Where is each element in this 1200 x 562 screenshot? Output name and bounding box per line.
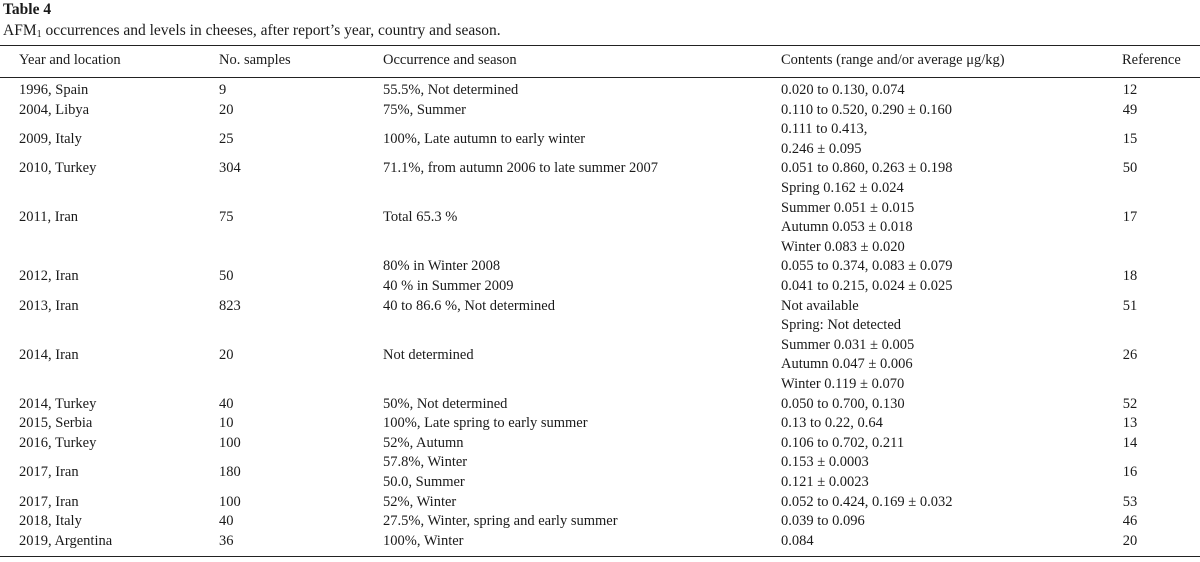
cell-contents-line: Summer 0.051 ± 0.015 bbox=[781, 199, 915, 216]
cell-contents bbox=[781, 179, 914, 257]
cell-occurrence bbox=[383, 395, 507, 415]
cell-samples: 9 bbox=[219, 82, 227, 98]
cell-occurrence-line: 27.5%, Winter, spring and early summer bbox=[383, 513, 618, 530]
cell-reference: 15 bbox=[1122, 131, 1138, 147]
cell-contents-line: Autumn 0.047 ± 0.006 bbox=[781, 356, 913, 373]
cell-contents-line: 0.111 to 0.413, bbox=[781, 121, 868, 138]
cell-year-location: 2004, Libya bbox=[19, 101, 90, 118]
cell-occurrence-line: 50%, Not determined bbox=[383, 395, 508, 412]
cell-occurrence bbox=[383, 130, 585, 150]
cell-reference: 12 bbox=[1122, 82, 1138, 98]
cell-samples: 40 bbox=[219, 395, 234, 412]
cell-contents bbox=[781, 414, 883, 434]
cell-contents bbox=[781, 493, 953, 513]
cell-year-location: 2015, Serbia bbox=[19, 415, 93, 432]
cell-year-location: 2010, Turkey bbox=[19, 160, 97, 177]
cell-contents-line: 0.084 bbox=[781, 532, 814, 549]
cell-year-location: 2009, Italy bbox=[19, 131, 82, 147]
cell-samples: 100 bbox=[219, 493, 241, 510]
header-occurrence: Occurrence and season bbox=[383, 52, 517, 68]
cell-contents bbox=[781, 159, 953, 179]
cell-occurrence bbox=[383, 208, 457, 228]
cell-occurrence-line: Total 65.3 % bbox=[383, 209, 458, 226]
cell-occurrence-line: 40 to 86.6 %, Not determined bbox=[383, 297, 555, 314]
cell-occurrence-line: 52%, Autumn bbox=[383, 434, 464, 451]
cell-contents-line: Not available bbox=[781, 297, 859, 314]
cell-reference: 16 bbox=[1122, 464, 1138, 481]
cell-contents-line: 0.020 to 0.130, 0.074 bbox=[781, 82, 905, 98]
cell-occurrence bbox=[383, 493, 456, 513]
cell-occurrence-line: 40 % in Summer 2009 bbox=[383, 277, 514, 294]
cell-contents-line: 0.110 to 0.520, 0.290 ± 0.160 bbox=[781, 101, 952, 118]
cell-contents-line: 0.052 to 0.424, 0.169 ± 0.032 bbox=[781, 493, 953, 510]
cell-samples: 823 bbox=[219, 297, 241, 314]
cell-contents bbox=[781, 297, 859, 317]
cell-reference: 53 bbox=[1122, 493, 1138, 510]
cell-samples: 36 bbox=[219, 532, 234, 549]
cell-contents-line: 0.055 to 0.374, 0.083 ± 0.079 bbox=[781, 258, 953, 275]
header-year-location: Year and location bbox=[19, 52, 121, 68]
cell-contents-line: Winter 0.119 ± 0.070 bbox=[781, 375, 905, 392]
cell-contents-line: Autumn 0.053 ± 0.018 bbox=[781, 219, 913, 236]
cell-contents bbox=[781, 453, 869, 492]
cell-reference: 50 bbox=[1122, 160, 1138, 177]
cell-reference: 13 bbox=[1122, 415, 1138, 432]
cell-occurrence bbox=[383, 297, 555, 317]
cell-reference: 20 bbox=[1122, 532, 1138, 549]
cell-reference: 49 bbox=[1122, 101, 1138, 118]
cell-contents-line: 0.051 to 0.860, 0.263 ± 0.198 bbox=[781, 160, 953, 177]
header-contents: Contents (range and/or average μg/kg) bbox=[781, 52, 1005, 68]
cell-occurrence-line: 100%, Winter bbox=[383, 532, 464, 549]
header-reference: Reference bbox=[1122, 52, 1181, 68]
caption-subscript: 1 bbox=[36, 29, 42, 40]
cell-samples: 304 bbox=[219, 160, 241, 177]
cell-contents bbox=[781, 434, 904, 454]
cell-samples: 50 bbox=[219, 268, 234, 285]
cell-occurrence bbox=[383, 434, 464, 454]
cell-reference: 14 bbox=[1122, 434, 1138, 451]
header-rule bbox=[0, 77, 1200, 78]
cell-contents bbox=[781, 120, 867, 159]
cell-samples: 10 bbox=[219, 415, 234, 432]
cell-occurrence-line: 52%, Winter bbox=[383, 493, 457, 510]
cell-year-location: 2017, Iran bbox=[19, 464, 79, 481]
cell-reference: 52 bbox=[1122, 395, 1138, 412]
cell-year-location: 1996, Spain bbox=[19, 82, 89, 98]
cell-occurrence bbox=[383, 257, 514, 296]
cell-contents-line: 0.121 ± 0.0023 bbox=[781, 473, 869, 490]
cell-contents bbox=[781, 81, 905, 101]
cell-year-location: 2014, Turkey bbox=[19, 395, 97, 412]
cell-contents bbox=[781, 532, 814, 552]
caption-prefix: AFM bbox=[3, 22, 37, 39]
cell-contents-line: Winter 0.083 ± 0.020 bbox=[781, 238, 905, 255]
cell-year-location: 2019, Argentina bbox=[19, 532, 113, 549]
cell-contents bbox=[781, 101, 952, 121]
cell-occurrence bbox=[383, 346, 474, 366]
cell-contents-line: 0.050 to 0.700, 0.130 bbox=[781, 395, 905, 412]
cell-contents-line: Summer 0.031 ± 0.005 bbox=[781, 336, 915, 353]
cell-samples: 180 bbox=[219, 464, 241, 481]
table-caption bbox=[3, 21, 501, 40]
cell-occurrence-line: 80% in Winter 2008 bbox=[383, 258, 501, 275]
cell-occurrence-line: 55.5%, Not determined bbox=[383, 82, 519, 98]
cell-samples: 20 bbox=[219, 346, 234, 363]
cell-reference: 46 bbox=[1122, 513, 1138, 530]
cell-occurrence-line: 100%, Late autumn to early winter bbox=[383, 131, 586, 147]
cell-reference: 17 bbox=[1122, 209, 1138, 226]
cell-year-location: 2012, Iran bbox=[19, 268, 79, 285]
bottom-rule bbox=[0, 556, 1200, 557]
cell-reference: 51 bbox=[1122, 297, 1138, 314]
cell-contents-line: 0.246 ± 0.095 bbox=[781, 140, 862, 157]
cell-reference: 26 bbox=[1122, 346, 1138, 363]
cell-occurrence-line: Not determined bbox=[383, 346, 474, 363]
cell-contents bbox=[781, 257, 953, 296]
cell-occurrence-line: 100%, Late spring to early summer bbox=[383, 415, 588, 432]
cell-contents-line: Spring: Not detected bbox=[781, 317, 902, 334]
cell-reference: 18 bbox=[1122, 268, 1138, 285]
cell-contents-line: 0.041 to 0.215, 0.024 ± 0.025 bbox=[781, 277, 953, 294]
cell-contents-line: 0.106 to 0.702, 0.211 bbox=[781, 434, 905, 451]
cell-year-location: 2014, Iran bbox=[19, 346, 79, 363]
cell-year-location: 2013, Iran bbox=[19, 297, 79, 314]
cell-samples: 25 bbox=[219, 131, 234, 147]
cell-contents bbox=[781, 512, 865, 532]
cell-occurrence bbox=[383, 532, 464, 552]
table-label: Table 4 bbox=[3, 1, 52, 18]
cell-occurrence bbox=[383, 159, 658, 179]
cell-occurrence-line: 71.1%, from autumn 2006 to late summer 2007 bbox=[383, 160, 659, 177]
cell-year-location: 2017, Iran bbox=[19, 493, 79, 510]
cell-contents-line: 0.153 ± 0.0003 bbox=[781, 454, 869, 471]
cell-occurrence bbox=[383, 101, 466, 121]
cell-samples: 20 bbox=[219, 101, 234, 118]
cell-year-location: 2011, Iran bbox=[19, 209, 79, 226]
cell-occurrence bbox=[383, 453, 467, 492]
cell-samples: 40 bbox=[219, 513, 234, 530]
cell-samples: 100 bbox=[219, 434, 241, 451]
cell-occurrence-line: 57.8%, Winter bbox=[383, 454, 468, 471]
cell-contents-line: Spring 0.162 ± 0.024 bbox=[781, 180, 904, 196]
cell-contents-line: 0.039 to 0.096 bbox=[781, 513, 865, 530]
cell-contents bbox=[781, 316, 914, 394]
cell-occurrence-line: 50.0, Summer bbox=[383, 473, 465, 490]
caption-text: occurrences and levels in cheeses, after report’s year, country and season. bbox=[41, 22, 501, 39]
header-samples: No. samples bbox=[219, 52, 291, 68]
cell-occurrence bbox=[383, 414, 588, 434]
cell-occurrence bbox=[383, 512, 618, 532]
cell-samples: 75 bbox=[219, 209, 234, 226]
cell-year-location: 2016, Turkey bbox=[19, 434, 97, 451]
cell-contents bbox=[781, 395, 905, 415]
cell-occurrence bbox=[383, 81, 518, 101]
cell-contents-line: 0.13 to 0.22, 0.64 bbox=[781, 415, 883, 432]
cell-occurrence-line: 75%, Summer bbox=[383, 101, 466, 118]
cell-year-location: 2018, Italy bbox=[19, 513, 82, 530]
top-rule bbox=[0, 45, 1200, 46]
